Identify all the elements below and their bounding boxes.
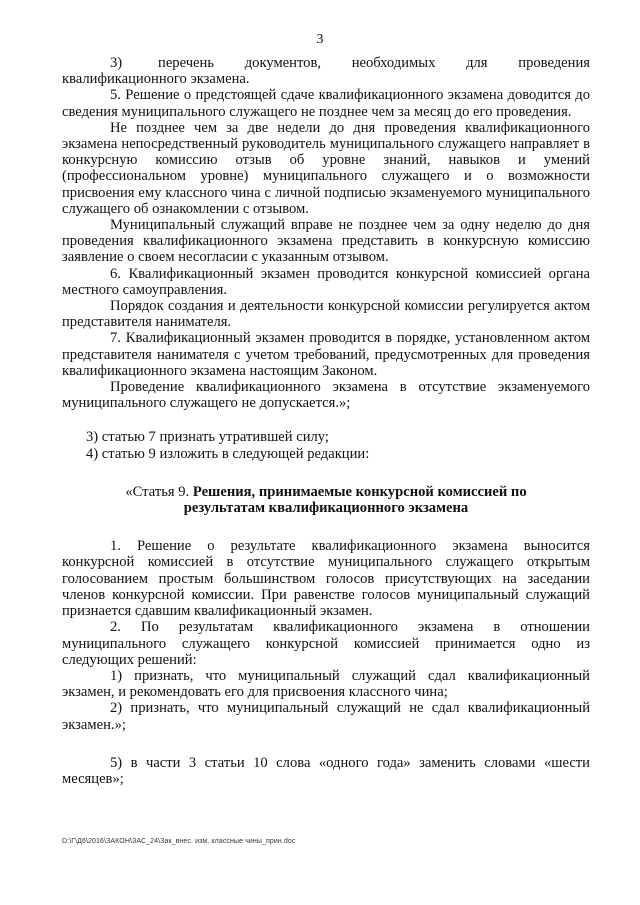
paragraph-point-5: 5. Решение о предстоящей сдаче квалификационного экзамена доводится до сведения муниципального служащего не позднее чем за месяц до его проведения. bbox=[62, 87, 590, 120]
file-path-footer: D:\Г\Д6\2016\ЗАКОН\ЗАС_24\Зак_внес. изм. классные чины_прин.doc bbox=[62, 838, 296, 845]
paragraph-point-6: 6. Квалификационный экзамен проводится конкурсной комиссией органа местного самоуправления. bbox=[62, 265, 590, 298]
spacer bbox=[62, 733, 590, 755]
paragraph-review-deadline: Не позднее чем за две недели до дня проведения квалификационного экзамена непосредственный руководитель муниципального служащего направляет в конкурсную комиссию отзыв об уровне знаний, навыков и умений (профессиональном уровне) муниципального служащего и о возможности присвоения ему классного чина с личной подписью экзаменуемого муниципального служащего об ознакомлении с отзывом. bbox=[62, 119, 590, 217]
paragraph-disagreement: Муниципальный служащий вправе не позднее чем за одну неделю до дня проведения квалификационного экзамена представить в конкурсную комиссию заявление о своем несогласии с указанным отзывом. bbox=[62, 217, 590, 266]
article-paragraph-2: 2. По результатам квалификационного экзамена в отношении муниципального служащего конкурсной комиссией принимается одно из следующих решений: bbox=[62, 619, 590, 668]
article-heading-line-1 bbox=[62, 484, 590, 500]
decision-option-2: 2) признать, что муниципальный служащий не сдал квалификационный экзамен.»; bbox=[62, 700, 590, 733]
article-paragraph-1: 1. Решение о результате квалификационного экзамена выносится конкурсной комиссией в отсутствие муниципального служащего открытым голосованием простым большинством голосов присутствующих на заседании членов конкурсной комиссии. При равенстве голосов муниципальный служащий признается сдавшим квалификационный экзамен. bbox=[62, 538, 590, 620]
spacer bbox=[62, 411, 590, 429]
spacer bbox=[62, 516, 590, 538]
page-number: 3 bbox=[316, 32, 324, 47]
article-title-part-1: Решения, принимаемые конкурсной комиссией по bbox=[192, 483, 527, 500]
decision-option-1: 1) признать, что муниципальный служащий сдал квалификационный экзамен, и рекомендовать его для присвоения классного чина; bbox=[62, 667, 590, 701]
list-item-article-7: 3) статью 7 признать утратившей силу; bbox=[86, 429, 329, 446]
paragraph-point-7: 7. Квалификационный экзамен проводится в порядке, установленном актом представителя нанимателя с учетом требований, предусмотренных для проведения квалификационного экзамена настоящим Законом. bbox=[62, 330, 590, 379]
document-body bbox=[62, 55, 590, 787]
article-title-part-2: результатам квалификационного экзамена bbox=[183, 500, 469, 517]
spacer bbox=[62, 462, 590, 484]
paragraph-article-10-amendment: 5) в части 3 статьи 10 слова «одного года» заменить словами «шести месяцев»; bbox=[62, 754, 590, 787]
article-heading bbox=[62, 484, 590, 516]
paragraph-absence-prohibited: Проведение квалификационного экзамена в отсутствие экзаменуемого муниципального служащего не допускается.»; bbox=[62, 379, 590, 412]
paragraph-item-3-documents: 3) перечень документов, необходимых для проведения квалификационного экзамена. bbox=[62, 55, 590, 88]
paragraph-commission-order: Порядок создания и деятельности конкурсной комиссии регулируется актом представителя нанимателя. bbox=[62, 298, 590, 331]
list-item-article-9: 4) статью 9 изложить в следующей редакции: bbox=[86, 445, 370, 462]
article-number: «Статья 9. bbox=[125, 483, 190, 500]
